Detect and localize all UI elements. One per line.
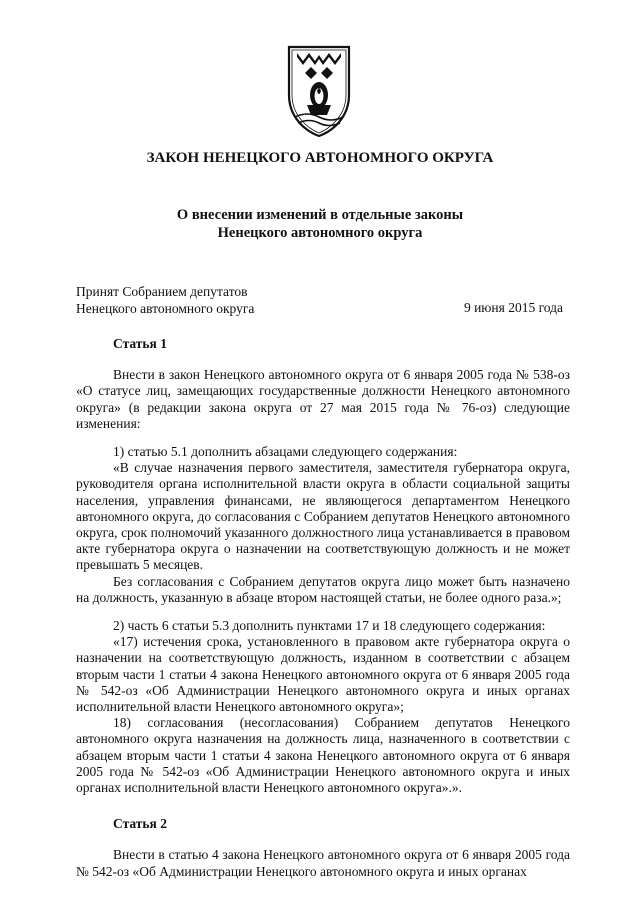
law-body <box>76 336 570 880</box>
adopted-date: 9 июня 2015 года <box>463 300 563 315</box>
adopted-line: Ненецкого автономного округа <box>76 301 255 316</box>
article-2-heading: Статья 2 <box>113 816 167 832</box>
adopted-line: Принят Собранием депутатов <box>76 284 248 299</box>
subtitle-line: О внесении изменений в отдельные законы <box>176 207 464 223</box>
law-subtitle <box>0 206 640 242</box>
subtitle-line: Ненецкого автономного округа <box>217 225 423 241</box>
coat-of-arms-icon <box>283 43 355 139</box>
law-title: ЗАКОН НЕНЕЦКОГО АВТОНОМНОГО ОКРУГА <box>146 150 494 166</box>
article-1-item-1-text: «В случае назначения первого заместителя, заместителя губернатора округа, руководителя органа исполнительной власти округа в области социальной защиты населения, управления финансами, не являющегося департаментом Ненецкого автономного округа, до согласования с Собранием депутатов Ненецкого автономного округа, срок полномочий указанного должностного лица устанавливается в правовом акте губернатора округа о назначении на соответствующую должность и не может превышать 5 месяцев. <box>76 460 570 573</box>
article-1-heading: Статья 1 <box>113 336 167 351</box>
article-1-item-1-text: Без согласования с Собранием депутатов округа лицо может быть назначено на должность, указанную в абзаце втором настоящей статьи, не более одного раза.»; <box>76 573 570 605</box>
article-1-item-1: 1) статью 5.1 дополнить абзацами следующего содержания: <box>113 444 458 460</box>
article-1-item-2-point-17: «17) истечения срока, установленного в правовом акте губернатора округа о назначении на соответствующую должность, изданном в соответствии с абзацем вторым части 1 статьи 4 закона Ненецкого автономного округа от 6 января 2005 года № 542-оз «Об Администрации Ненецкого автономного округа и иных органах исполнительной власти Ненецкого автономного округа»; <box>76 634 570 715</box>
adopted-by <box>76 283 254 317</box>
article-2-intro: Внести в статью 4 закона Ненецкого автономного округа от 6 января 2005 года № 542-оз «Об Администрации Ненецкого автономного округа и иных органах <box>76 847 570 879</box>
article-1-intro: Внести в закон Ненецкого автономного округа от 6 января 2005 года № 538-оз «О статусе лиц, замещающих государственные должности Ненецкого автономного округа» (в редакции закона округа от 27 мая 2015 года № 76-оз) следующие изменения: <box>76 367 570 431</box>
article-1-item-2: 2) часть 6 статьи 5.3 дополнить пунктами 17 и 18 следующего содержания: <box>113 618 546 634</box>
article-1-item-2-point-18: 18) согласования (несогласования) Собранием депутатов Ненецкого автономного округа назначения на должность лица, назначенного в соответствии с абзацем вторым части 1 статьи 4 закона Ненецкого автономного округа от 6 января 2005 года № 542-оз «Об Администрации Ненецкого автономного округа и иных органах исполнительной власти Ненецкого автономного округа».». <box>76 715 570 796</box>
